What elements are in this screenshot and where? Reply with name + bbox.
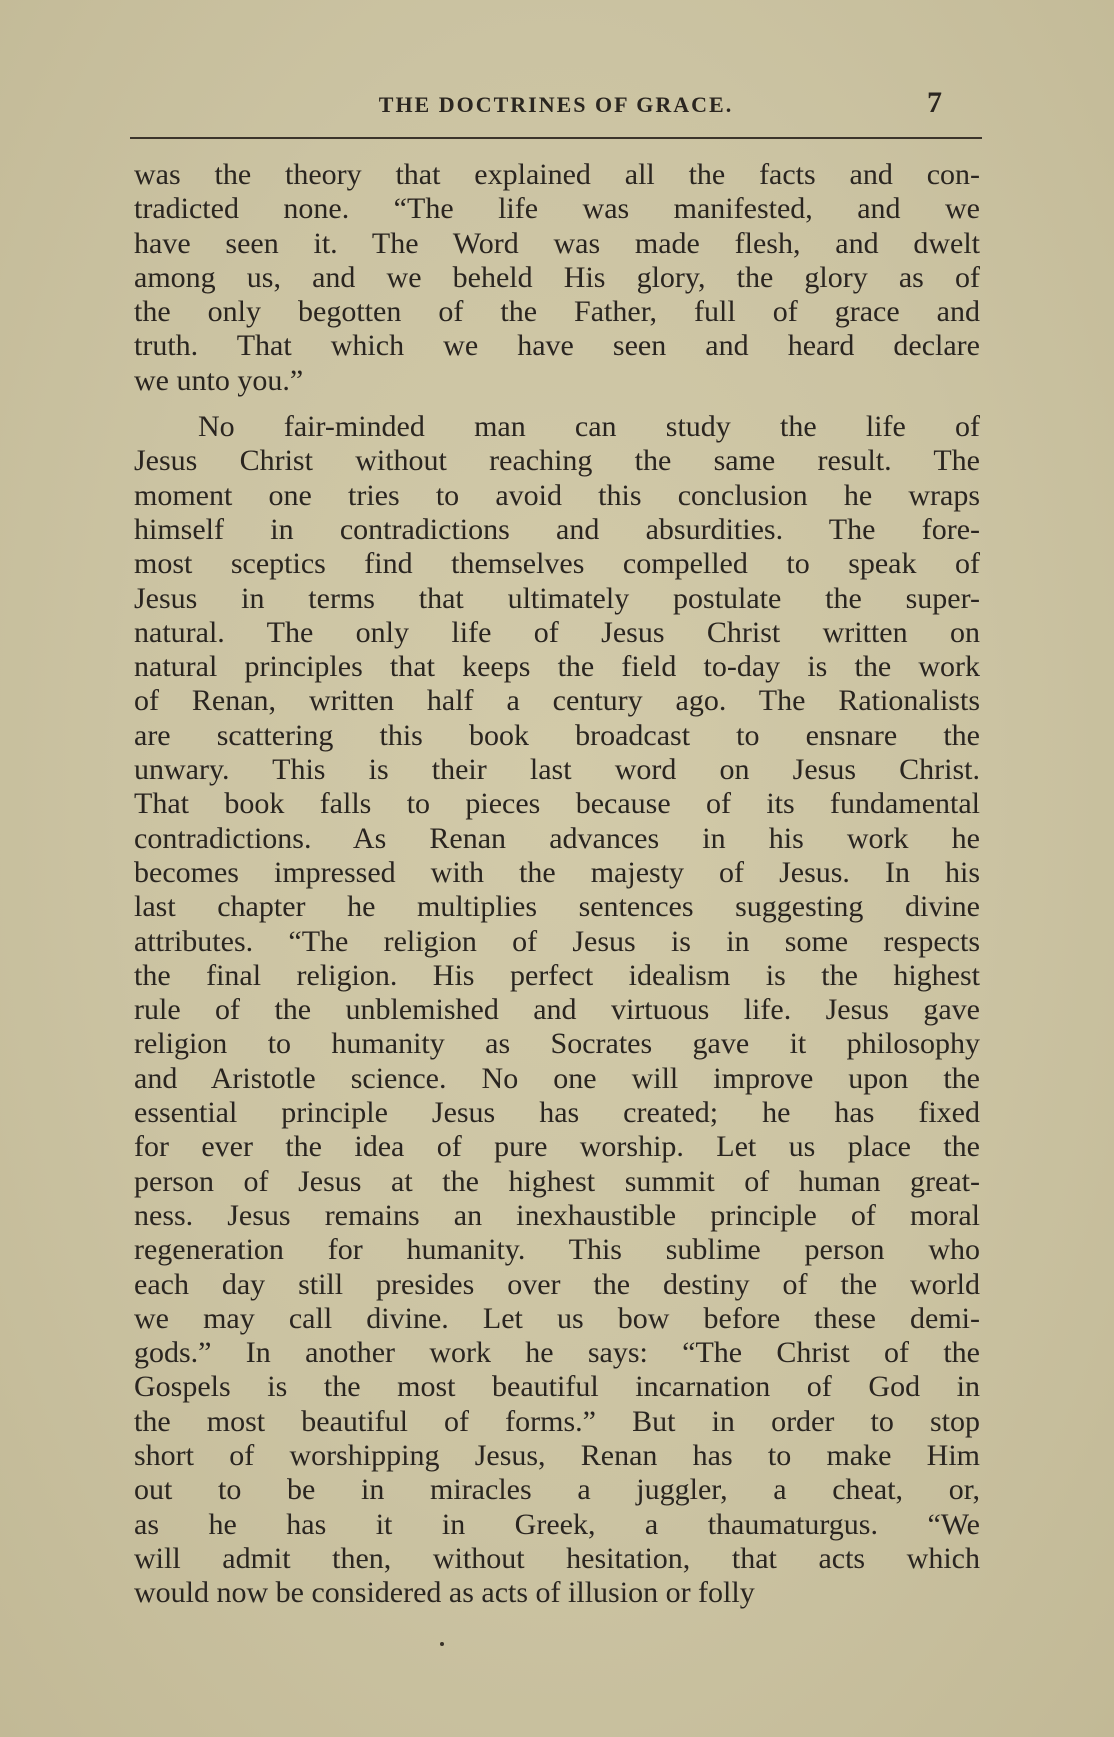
text-line: was the theory that explained all the facts and con- <box>134 158 980 191</box>
text-line: ness. Jesus remains an inexhaustible principle of moral <box>134 1198 980 1232</box>
text-line: each day still presides over the destiny of the world <box>134 1267 980 1301</box>
text-line: unwary. This is their last word on Jesus Christ. <box>134 753 980 787</box>
text-line: we unto you.” <box>134 363 304 397</box>
text-line: have seen it. The Word was made flesh, and dwelt <box>134 226 980 260</box>
text-line: regeneration for humanity. This sublime person who <box>134 1233 980 1267</box>
text-line: as he has it in Greek, a thaumaturgus. “We <box>134 1507 980 1541</box>
text-line: among us, and we beheld His glory, the glory as of <box>134 260 980 294</box>
text-line: would now be considered as acts of illusion or folly <box>134 1576 755 1610</box>
header-rule <box>130 137 982 139</box>
text-line: becomes impressed with the majesty of Jesus. In his <box>134 855 980 889</box>
text-line: Jesus Christ without reaching the same result. The <box>134 444 980 478</box>
text-line: moment one tries to avoid this conclusion he wraps <box>134 478 980 512</box>
text-line: rule of the unblemished and virtuous life. Jesus gave <box>134 993 980 1027</box>
page-number: 7 <box>927 86 942 119</box>
text-line: No fair-minded man can study the life of <box>198 410 980 444</box>
text-line: attributes. “The religion of Jesus is in some respects <box>134 924 980 958</box>
text-line: the most beautiful of forms.” But in order to stop <box>134 1404 980 1438</box>
paragraph <box>134 410 980 1610</box>
text-line: are scattering this book broadcast to ensnare the <box>134 718 980 752</box>
text-line: himself in contradictions and absurdities. The fore- <box>134 512 980 546</box>
text-line: person of Jesus at the highest summit of human great- <box>134 1164 980 1198</box>
text-line: That book falls to pieces because of its fundamental <box>134 787 980 821</box>
text-line: of Renan, written half a century ago. The Rationalists <box>134 684 980 718</box>
text-line: most sceptics find themselves compelled to speak of <box>134 547 980 581</box>
text-line: natural. The only life of Jesus Christ written on <box>134 615 980 649</box>
running-head-title: THE DOCTRINES OF GRACE. <box>378 92 734 117</box>
text-line: short of worshipping Jesus, Renan has to make Him <box>134 1438 980 1472</box>
text-line: gods.” In another work he says: “The Christ of the <box>134 1336 980 1370</box>
text-line: tradicted none. “The life was manifested, and we <box>134 192 980 226</box>
text-line: Jesus in terms that ultimately postulate the super- <box>134 581 980 615</box>
paragraph <box>134 158 980 398</box>
text-line: will admit then, without hesitation, that acts which <box>134 1541 980 1575</box>
text-line: and Aristotle science. No one will improve upon the <box>134 1061 980 1095</box>
text-line: essential principle Jesus has created; he has fixed <box>134 1096 980 1130</box>
text-line: religion to humanity as Socrates gave it philosophy <box>134 1027 980 1061</box>
text-line: contradictions. As Renan advances in his work he <box>134 821 980 855</box>
paragraph-gap <box>134 398 980 410</box>
text-line: the final religion. His perfect idealism is the highest <box>134 958 980 992</box>
text-line: for ever the idea of pure worship. Let us place the <box>134 1130 980 1164</box>
ink-speck <box>440 1642 444 1646</box>
text-line: out to be in miracles a juggler, a cheat, or, <box>134 1473 980 1507</box>
running-head <box>130 86 982 126</box>
body-text <box>134 158 980 1610</box>
text-line: we may call divine. Let us bow before these demi- <box>134 1301 980 1335</box>
text-line: last chapter he multiplies sentences suggesting divine <box>134 890 980 924</box>
text-line: the only begotten of the Father, full of grace and <box>134 295 980 329</box>
text-line: natural principles that keeps the field to-day is the work <box>134 650 980 684</box>
text-line: Gospels is the most beautiful incarnation of God in <box>134 1370 980 1404</box>
text-line: truth. That which we have seen and heard declare <box>134 329 980 363</box>
